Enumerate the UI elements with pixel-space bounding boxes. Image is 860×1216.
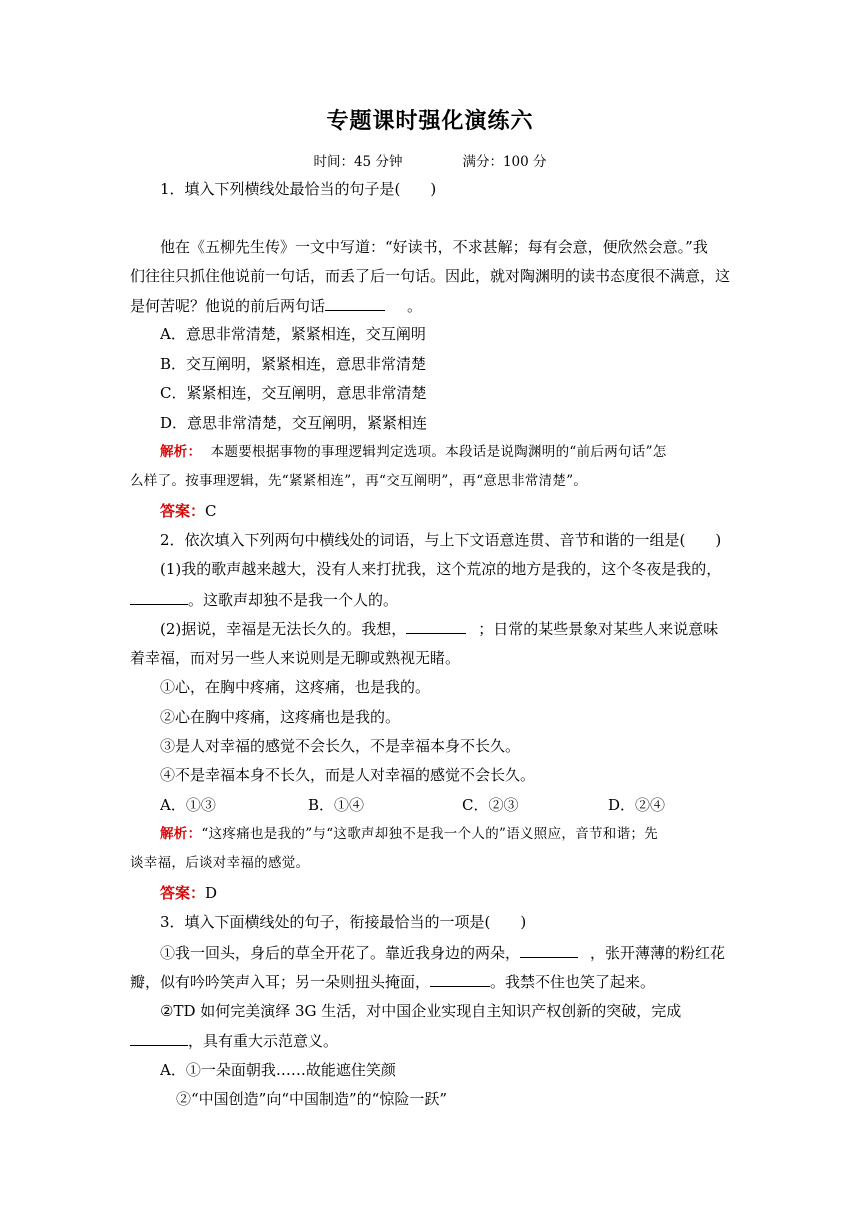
q3-sentence1-text: ①我一回头，身后的草全开花了。靠近我身边的两朵，: [160, 944, 521, 962]
fill-blank: [325, 295, 385, 311]
q3-sentence1-rest: ，张开薄薄的粉红花: [590, 944, 726, 962]
q2-option-d: D．②④: [608, 796, 666, 814]
q2-item-4: ④不是幸福本身不长久，而是人对幸福的感觉不会长久。: [160, 766, 536, 784]
q1-answer-value: C: [205, 502, 217, 520]
q3-sentence2-line1: ②TD 如何完美演绎 3G 生活，对中国企业实现自主知识产权创新的突破，完成: [160, 1002, 682, 1020]
q1-answer: [160, 501, 730, 521]
q1-passage-end: 。: [407, 297, 423, 315]
q2-sentence1-end: 。这歌声却独不是我一个人的。: [188, 591, 399, 609]
q2-sentence2-rest: ；日常的某些景象对某些人来说意味: [478, 620, 719, 638]
q2-option-a: A．①③: [160, 796, 216, 814]
q2-item-1: ①心，在胸中疼痛，这疼痛，也是我的。: [160, 678, 431, 696]
answer-label: 答案：: [160, 502, 206, 520]
analysis-label: 解析：: [160, 444, 202, 460]
q2-options: [160, 795, 730, 815]
full-score: 满分：100 分: [462, 154, 547, 170]
q1-analysis-text1: 本题要根据事物的事理逻辑判定选项。本段话是说陶渊明的“前后两句话”怎: [210, 444, 667, 460]
q2-sentence1-line1: (1)我的歌声越来越大，没有人来打扰我，这个荒凉的地方是我的，这个冬夜是我的，: [160, 560, 722, 578]
q1-option-c: C．紧紧相连，交互阐明，意思非常清楚: [160, 384, 427, 402]
q1-passage-line2: 们往往只抓住他说前一句话，而丢了后一句话。因此，就对陶渊明的读书态度很不满意，这: [130, 267, 730, 285]
q2-analysis-line2: 谈幸福，后谈对幸福的感觉。: [130, 855, 310, 871]
q1-option-a: A．意思非常清楚，紧紧相连，交互阐明: [160, 325, 426, 343]
q2-sentence2-text: (2)据说，幸福是无法长久的。我想，: [160, 620, 407, 638]
fill-blank: [130, 589, 188, 605]
page-title: 专题课时强化演练六: [326, 108, 534, 134]
q2-stem: 2．依次填入下列两句中横线处的词语，与上下文语意连贯、音节和谐的一组是( ): [160, 531, 722, 549]
q2-sentence1-line2: [130, 589, 730, 610]
q2-sentence2-line2: 着幸福，而对另一些人来说则是无聊或熟视无睹。: [130, 649, 461, 667]
q1-option-b: B．交互阐明，紧紧相连，意思非常清楚: [160, 355, 427, 373]
q3-sentence2-line2: [130, 1030, 730, 1051]
q3-option-a-line2: ②“中国创造”向“中国制造”的“惊险一跃”: [176, 1090, 448, 1108]
q1-option-d: D．意思非常清楚，交互阐明，紧紧相连: [160, 414, 428, 432]
q1-analysis-line1: [160, 442, 730, 462]
time-limit: 时间：45 分钟: [313, 154, 403, 170]
answer-label: 答案：: [160, 884, 206, 902]
exam-meta: [0, 150, 860, 170]
q3-sentence1-text2: 瓣，似有吟吟笑声入耳；另一朵则扭头掩面，: [130, 973, 431, 991]
q2-answer-value: D: [205, 884, 218, 902]
q2-analysis-line1: [160, 824, 730, 844]
fill-blank: [430, 971, 490, 987]
q1-passage-text: 是何苦呢？他说的前后两句话: [130, 297, 326, 315]
q1-passage-line3: [130, 295, 730, 316]
q3-sentence2-end: ，具有重大示范意义。: [188, 1032, 339, 1050]
q1-passage-line1: 他在《五柳先生传》一文中写道：“好读书，不求甚解；每有会意，便欣然会意。”我: [160, 238, 708, 256]
q2-option-c: C．②③: [462, 796, 519, 814]
q3-option-a-line1: A．①一朵面朝我……故能遮住笑颜: [160, 1061, 396, 1079]
q3-sentence1-line2: [130, 971, 730, 992]
q1-stem: 1．填入下列横线处最恰当的句子是( ): [160, 180, 437, 198]
analysis-label: 解析：: [160, 826, 202, 842]
q2-item-2: ②心在胸中疼痛，这疼痛也是我的。: [160, 708, 401, 726]
fill-blank: [130, 1030, 188, 1046]
fill-blank: [520, 942, 578, 958]
fill-blank: [406, 618, 466, 634]
q2-sentence2-line1: [160, 618, 730, 639]
q2-item-3: ③是人对幸福的感觉不会长久，不是幸福本身不长久。: [160, 737, 521, 755]
q2-option-b: B．①④: [308, 796, 365, 814]
q3-stem: 3．填入下面横线处的句子，衔接最恰当的一项是( ): [160, 913, 527, 931]
q2-answer: [160, 883, 730, 903]
q3-sentence1-end: 。我禁不住也笑了起来。: [490, 973, 656, 991]
q3-sentence1-line1: [160, 942, 730, 963]
q2-analysis-text1: “这疼痛也是我的”与“这歌声却独不是我一个人的”语义照应，音节和谐；先: [201, 826, 659, 842]
q1-analysis-line2: 么样了。按事理逻辑，先“紧紧相连”，再“交互阐明”，再“意思非常清楚”。: [130, 473, 588, 489]
